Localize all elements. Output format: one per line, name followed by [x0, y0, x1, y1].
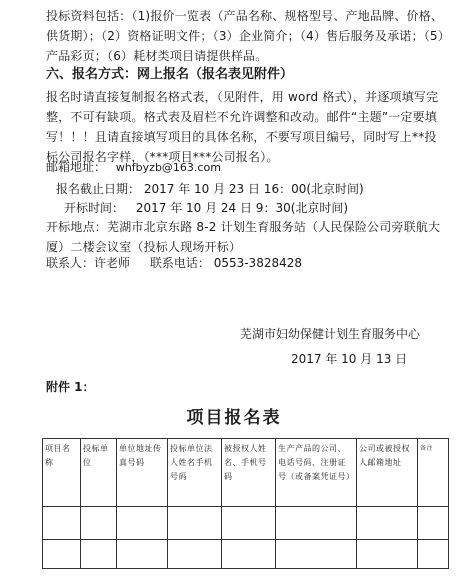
table-cell[interactable] — [168, 507, 222, 540]
table-cell[interactable] — [222, 540, 276, 569]
table-cell[interactable] — [117, 540, 168, 569]
header-remarks: 备注 — [418, 439, 449, 507]
contact-row — [46, 254, 302, 272]
table-cell[interactable] — [81, 507, 117, 540]
opening-time-value: 2017 年 10 月 24 日 9：30(北京时间) — [135, 201, 349, 215]
registration-instructions-paragraph: 报名时请直接复制报名格式表，（见附件，用 word 格式），并逐项填写完整，不可有缺项。格式表及眉栏不允许调整和改动。邮件“主题”一定要填写！！！且请直接填写项目的具体名称，不要写项目编号，同时写上**投标公司报名字样，（***项目***公司报名）。 — [46, 90, 439, 164]
header-authorized-person: 被授权人姓名、手机号码 — [222, 439, 276, 507]
email-label: 邮箱地址： — [46, 160, 107, 174]
table-cell[interactable] — [357, 540, 418, 569]
table-cell[interactable] — [418, 540, 449, 569]
issue-date: 2017 年 10 月 13 日 — [291, 352, 408, 366]
email-row — [46, 158, 221, 177]
header-email: 公司或被授权人邮箱地址 — [357, 439, 418, 507]
opening-location-paragraph: 开标地点：芜湖市北京东路 8-2 计划生育服务站（人民保险公司旁联航大厦）二楼会议室（投标人现场开标） — [46, 220, 441, 254]
header-legal-rep: 投标单位法人姓名手机号码 — [168, 439, 222, 507]
header-address-fax: 单位地址传真号码 — [117, 439, 168, 507]
contact-person: 联系人：许老师 — [46, 256, 131, 270]
phone-label: 联系电话： — [149, 256, 210, 270]
bidding-materials-paragraph: 投标资料包括：（1)报价一览表（产品名称、规格型号、产地品牌、价格、供货期）；（2）资格证明文件；（3）企业简介；（4）售后服务及承诺；（5）产品彩页；（6）耗材类项目请提供样品。 — [46, 9, 444, 63]
header-project-name: 项目名称 — [43, 439, 81, 507]
header-manufacturer: 生产产品的公司、电话号码、注册证号（或备案凭证号） — [276, 439, 357, 507]
table-cell[interactable] — [43, 507, 81, 540]
form-title: 项目报名表 — [186, 408, 282, 428]
table-row — [43, 540, 449, 569]
table-cell[interactable] — [276, 540, 357, 569]
table-cell[interactable] — [418, 507, 449, 540]
table-row — [43, 507, 449, 540]
issuer-name: 芜湖市妇幼保健计划生育服务中心 — [240, 327, 421, 341]
table-cell[interactable] — [81, 540, 117, 569]
attachment-label: 附件 1： — [46, 380, 95, 394]
table-cell[interactable] — [43, 540, 81, 569]
section-6-heading: 六、报名方式：网上报名（报名表见附件） — [46, 67, 294, 82]
table-cell[interactable] — [117, 507, 168, 540]
registration-form-table — [42, 438, 449, 569]
table-cell[interactable] — [357, 507, 418, 540]
opening-time-row — [64, 199, 348, 217]
table-cell[interactable] — [276, 507, 357, 540]
email-address: whfbyzb@163.com — [115, 161, 221, 174]
table-header-row — [43, 439, 449, 507]
deadline-value: 2017 年 10 月 23 日 16：00(北京时间) — [143, 182, 364, 196]
deadline-label: 报名截止日期： — [56, 182, 141, 196]
header-bidder: 投标单位 — [81, 439, 117, 507]
table-cell[interactable] — [222, 507, 276, 540]
deadline-row — [56, 180, 364, 198]
phone-number: 0553-3828428 — [213, 256, 302, 270]
opening-time-label: 开标时间： — [64, 201, 125, 215]
table-cell[interactable] — [168, 540, 222, 569]
